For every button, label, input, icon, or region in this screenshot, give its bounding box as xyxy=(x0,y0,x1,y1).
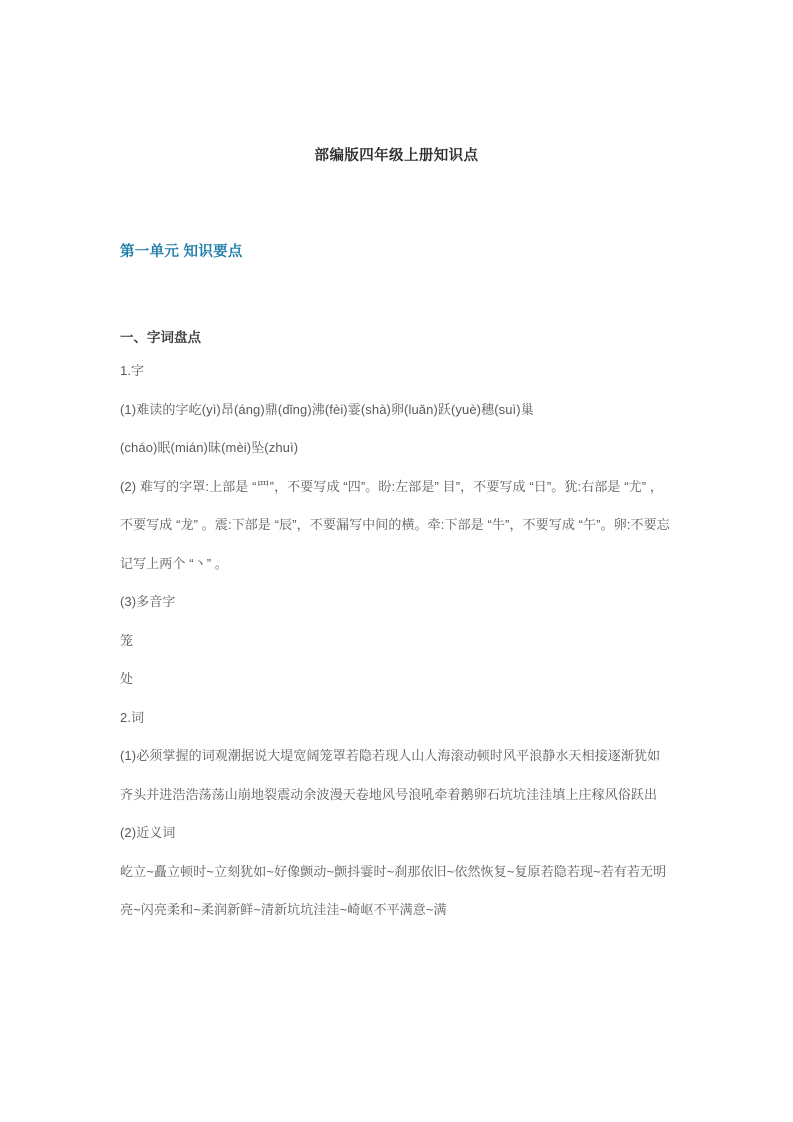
paragraph-hard-to-read: (1)难读的字屹(yì)昂(áng)鼎(dǐng)沸(fèi)霎(shà)卵(luǎn)跃(yuè)穗(suì)巢 xyxy=(120,401,534,417)
paragraph-synonyms-label: (2)近义词 xyxy=(120,825,176,840)
paragraph-hard-to-read-cont: (cháo)眠(mián)昧(mèi)坠(zhuì) xyxy=(120,440,299,455)
paragraph-polyphone-long: 笼 xyxy=(120,632,134,648)
page-title: 部编版四年级上册知识点 xyxy=(314,148,479,164)
paragraph-polyphone-label: (3)多音字 xyxy=(120,594,176,609)
paragraph-synonyms-list: 屹立~矗立顿时~立刻犹如~好像颤动~颤抖霎时~刹那依旧~依然恢复~复原若隐若现~若有若无明亮~闪亮柔和~柔润新鲜~清新坑坑洼洼~崎岖不平满意~满 xyxy=(120,863,667,917)
paragraph-hard-to-write: (2) 难写的字罩:上部是 “罒”，不要写成 “四”。盼:左部是” 目”，不要写成 “日”。犹:右部是 “尤” ，不要写成 “龙” 。震:下部是 “辰”，不要漏写中间的横。牵:下部是 “牛”，不要写成 “午”。卵:不要忘记写上两个 “丶” 。 xyxy=(120,478,670,571)
section-heading: 一、字词盘点 xyxy=(120,329,201,345)
unit-heading: 第一单元 知识要点 xyxy=(120,244,243,261)
paragraph-polyphone-chu: 处 xyxy=(120,671,134,686)
paragraph-zi-label: 1.字 xyxy=(120,363,145,378)
body-text-block xyxy=(120,352,673,930)
paragraph-must-master-words: (1)必须掌握的词观潮据说大堤宽阔笼罩若隐若现人山人海滚动顿时风平浪静水天相接逐渐犹如齐头并进浩浩荡荡山崩地裂震动余波漫天卷地风号浪吼牵着鹅卵石坑坑洼洼填上庄稼风俗跃出 xyxy=(120,748,661,802)
paragraph-ci-label: 2.词 xyxy=(120,709,145,725)
